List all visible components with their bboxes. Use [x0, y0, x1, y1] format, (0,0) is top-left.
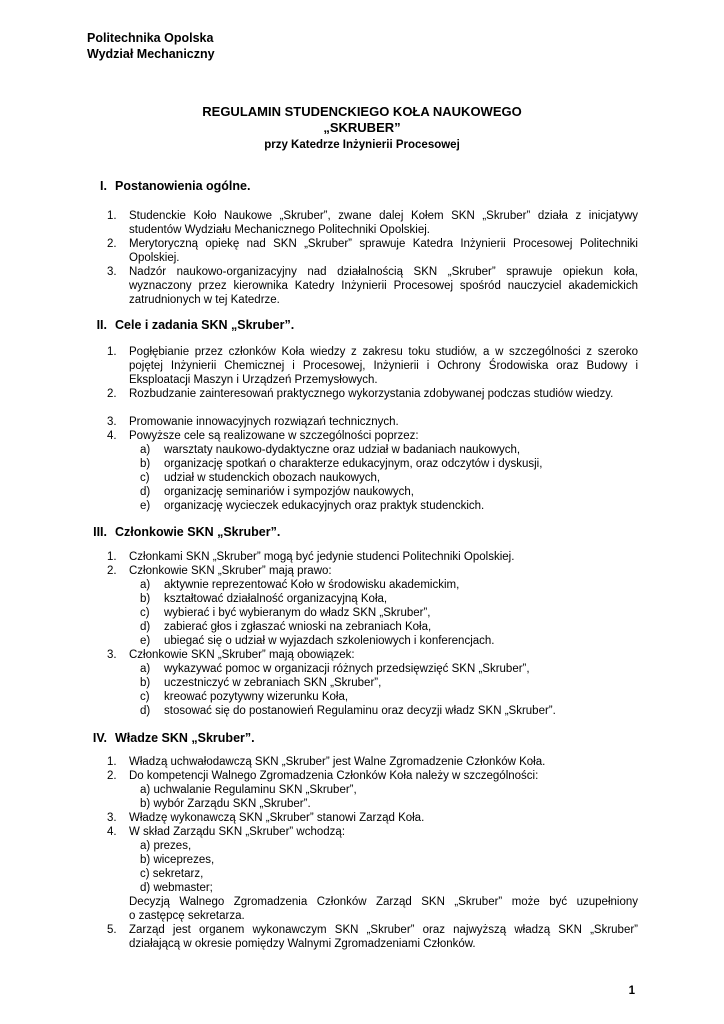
sub-item-letter: a): [140, 579, 151, 591]
item-number: 4.: [107, 430, 117, 442]
sub-item-text: organizację seminariów i sympozjów naukowych,: [164, 486, 414, 498]
sub-item-text: ubiegać się o udział w wyjazdach szkoleniowych i konferencjach.: [164, 635, 495, 647]
section-number: III.: [93, 525, 107, 539]
sub-item-letter: a): [140, 444, 151, 456]
item-number: 2.: [107, 238, 117, 250]
note-text: Decyzją Walnego Zgromadzenia Członków Zarząd SKN „Skruber” może być uzupełniony: [129, 896, 638, 908]
sub-list-item: [140, 457, 640, 471]
sub-item-letter: b): [140, 677, 151, 689]
sub-item-text: wybór Zarządu SKN „Skruber”.: [153, 798, 311, 810]
note-text-continued: o zastępcę sekretarza.: [129, 910, 245, 922]
sub-item-letter: d): [140, 882, 151, 894]
sub-item-text: udział w studenckich obozach naukowych,: [164, 472, 381, 484]
sub-list-item: [140, 592, 640, 606]
item-number: 3.: [107, 812, 117, 824]
item-number: 1.: [107, 551, 117, 563]
sub-item-text: sekretarz,: [152, 868, 204, 880]
sub-item-letter: d): [140, 705, 151, 717]
sub-item-letter: b): [140, 854, 151, 866]
list-item: [107, 811, 638, 825]
sub-item-letter: c): [140, 691, 150, 703]
sub-item-text: wybierać i być wybieranym do władz SKN „Skruber”,: [164, 607, 431, 619]
sub-item-letter: a): [140, 784, 151, 796]
sub-list-item: [140, 443, 640, 457]
item-text: Władzą uchwałodawczą SKN „Skruber” jest Walne Zgromadzenie Członków Koła.: [129, 756, 546, 768]
sub-list-item: [140, 783, 640, 797]
sub-list-item: [140, 620, 640, 634]
section-number: II.: [96, 318, 107, 332]
item-number: 1.: [107, 756, 117, 768]
list-item: [107, 648, 638, 662]
page-number: 1: [628, 985, 635, 997]
sub-item-letter: d): [140, 486, 151, 498]
item-text: Pogłębianie przez członków Koła wiedzy z zakresu toku studiów, a w szczególności z szeroko pojętej Inżynierii Chemicznej i Procesowej, Inżynierii i Ochrony Środowiska oraz Budowy i Eksploatacji Maszyn i Urządzeń Przemysłowych.: [129, 346, 638, 386]
item-text: Do kompetencji Walnego Zgromadzenia Członków Koła należy w szczególności:: [129, 770, 539, 782]
list-item: [107, 237, 638, 265]
item-text: Nadzór naukowo-organizacyjny nad działalnością SKN „Skruber” sprawuje opiekun koła, wyznaczony przez kierownika Katedry Inżynierii Procesowej spośród nauczyciel akademickich zatrudnionych w tej Katedrze.: [129, 266, 638, 306]
list-item: [107, 564, 638, 578]
list-item: [107, 415, 638, 429]
sub-item-letter: c): [140, 868, 150, 880]
sub-item-text: wykazywać pomoc w organizacji różnych przedsięwzięć SKN „Skruber”,: [164, 663, 530, 675]
institution-header: [87, 30, 215, 62]
sub-list-item: [140, 485, 640, 499]
list-item: [107, 265, 638, 307]
sub-item-letter: d): [140, 621, 151, 633]
item-text: Merytoryczną opiekę nad SKN „Skruber” sprawuje Katedra Inżynierii Procesowej Politechniki Opolskiej.: [129, 238, 638, 264]
item-number: 2.: [107, 565, 117, 577]
sub-item-text: stosować się do postanowień Regulaminu oraz decyzji władz SKN „Skruber”.: [164, 705, 556, 717]
sub-item-text: uczestniczyć w zebraniach SKN „Skruber”,: [164, 677, 382, 689]
faculty-name: Wydział Mechaniczny: [87, 47, 215, 61]
item-text: Członkami SKN „Skruber” mogą być jedynie studenci Politechniki Opolskiej.: [129, 551, 515, 563]
list-item: [107, 923, 638, 951]
sub-list-item: [140, 867, 640, 881]
sub-item-text: kształtować działalność organizacyjną Koła,: [164, 593, 388, 605]
item-number: 3.: [107, 416, 117, 428]
sub-item-text: webmaster;: [153, 882, 213, 894]
section-title: Członkowie SKN „Skruber”.: [115, 525, 281, 539]
sub-list-item: [140, 662, 640, 676]
sub-item-letter: e): [140, 500, 151, 512]
section-heading-4: [83, 731, 255, 745]
sub-item-letter: e): [140, 635, 151, 647]
section-number: IV.: [92, 731, 107, 745]
item-text: Promowanie innowacyjnych rozwiązań technicznych.: [129, 416, 399, 428]
sub-item-text: warsztaty naukowo-dydaktyczne oraz udział w badaniach naukowych,: [164, 444, 521, 456]
sub-list-item: [140, 471, 640, 485]
sub-item-letter: a): [140, 663, 151, 675]
item-text: Zarząd jest organem wykonawczym SKN „Skruber” oraz najwyższą władzą SKN „Skruber” działającą w okresie pomiędzy Walnymi Zgromadzeniami Członków.: [129, 924, 638, 950]
sub-list-item: [140, 881, 640, 895]
sub-list-item: [140, 690, 640, 704]
list-item: [107, 825, 638, 839]
item-text: Członkowie SKN „Skruber” mają prawo:: [129, 565, 332, 577]
list-item: [107, 429, 638, 443]
sub-list-item: [140, 797, 640, 811]
sub-list-item: [140, 853, 640, 867]
item-number: 3.: [107, 649, 117, 661]
list-item: [107, 209, 638, 237]
sub-item-text: kreować pozytywny wizerunku Koła,: [164, 691, 349, 703]
section-heading-1: [83, 179, 250, 193]
sub-list-item: [140, 606, 640, 620]
item-number: 1.: [107, 346, 117, 358]
section-number: I.: [100, 179, 107, 193]
item-number: 3.: [107, 266, 117, 278]
sub-list-item: [140, 578, 640, 592]
section-heading-2: [83, 318, 294, 332]
sub-item-text: organizację wycieczek edukacyjnych oraz praktyk studenckich.: [164, 500, 485, 512]
document-title-name: „SKRUBER”: [323, 120, 401, 135]
sub-item-text: prezes,: [153, 840, 192, 852]
item-text: Władzę wykonawczą SKN „Skruber” stanowi Zarząd Koła.: [129, 812, 425, 824]
sub-list-item: [140, 704, 640, 718]
section-title: Postanowienia ogólne.: [115, 179, 251, 193]
sub-item-letter: b): [140, 593, 151, 605]
list-item: [107, 345, 638, 387]
sub-item-letter: b): [140, 458, 151, 470]
item-text: Rozbudzanie zainteresowań praktycznego wykorzystania zdobywanej podczas studiów wiedzy.: [129, 388, 614, 400]
document-subtitle: przy Katedrze Inżynierii Procesowej: [264, 139, 460, 151]
sub-item-text: zabierać głos i zgłaszać wnioski na zebraniach Koła,: [164, 621, 432, 633]
item-text: W skład Zarządu SKN „Skruber” wchodzą:: [129, 826, 346, 838]
item-number: 1.: [107, 210, 117, 222]
sub-list-item: [140, 634, 640, 648]
item-number: 5.: [107, 924, 117, 936]
section-title: Cele i zadania SKN „Skruber”.: [115, 318, 295, 332]
sub-item-letter: b): [140, 798, 151, 810]
section-heading-3: [83, 525, 280, 539]
item-number: 4.: [107, 826, 117, 838]
sub-item-text: organizację spotkań o charakterze edukacyjnym, oraz odczytów i dyskusji,: [164, 458, 543, 470]
sub-list-item: [140, 676, 640, 690]
sub-list-item: [140, 839, 640, 853]
sub-item-letter: a): [140, 840, 151, 852]
sub-item-letter: c): [140, 607, 150, 619]
item-text: Członkowie SKN „Skruber” mają obowiązek:: [129, 649, 355, 661]
list-item: [107, 387, 638, 401]
item-text: Studenckie Koło Naukowe „Skruber”, zwane dalej Kołem SKN „Skruber” działa z inicjatywy studentów Wydziału Mechanicznego Politechniki Opolskiej.: [129, 210, 638, 236]
sub-item-text: uchwalanie Regulaminu SKN „Skruber”,: [153, 784, 357, 796]
sub-item-text: wiceprezes,: [153, 854, 215, 866]
university-name: Politechnika Opolska: [87, 31, 214, 45]
document-title: REGULAMIN STUDENCKIEGO KOŁA NAUKOWEGO: [202, 104, 522, 119]
section-title: Władze SKN „Skruber”.: [115, 731, 255, 745]
sub-list-item: [140, 499, 640, 513]
item-number: 2.: [107, 770, 117, 782]
sub-item-text: aktywnie reprezentować Koło w środowisku akademickim,: [164, 579, 460, 591]
list-item: [107, 755, 638, 769]
item-text: Powyższe cele są realizowane w szczególności poprzez:: [129, 430, 419, 442]
sub-item-letter: c): [140, 472, 150, 484]
list-item: [107, 769, 638, 783]
item-number: 2.: [107, 388, 117, 400]
list-item: [107, 550, 638, 564]
